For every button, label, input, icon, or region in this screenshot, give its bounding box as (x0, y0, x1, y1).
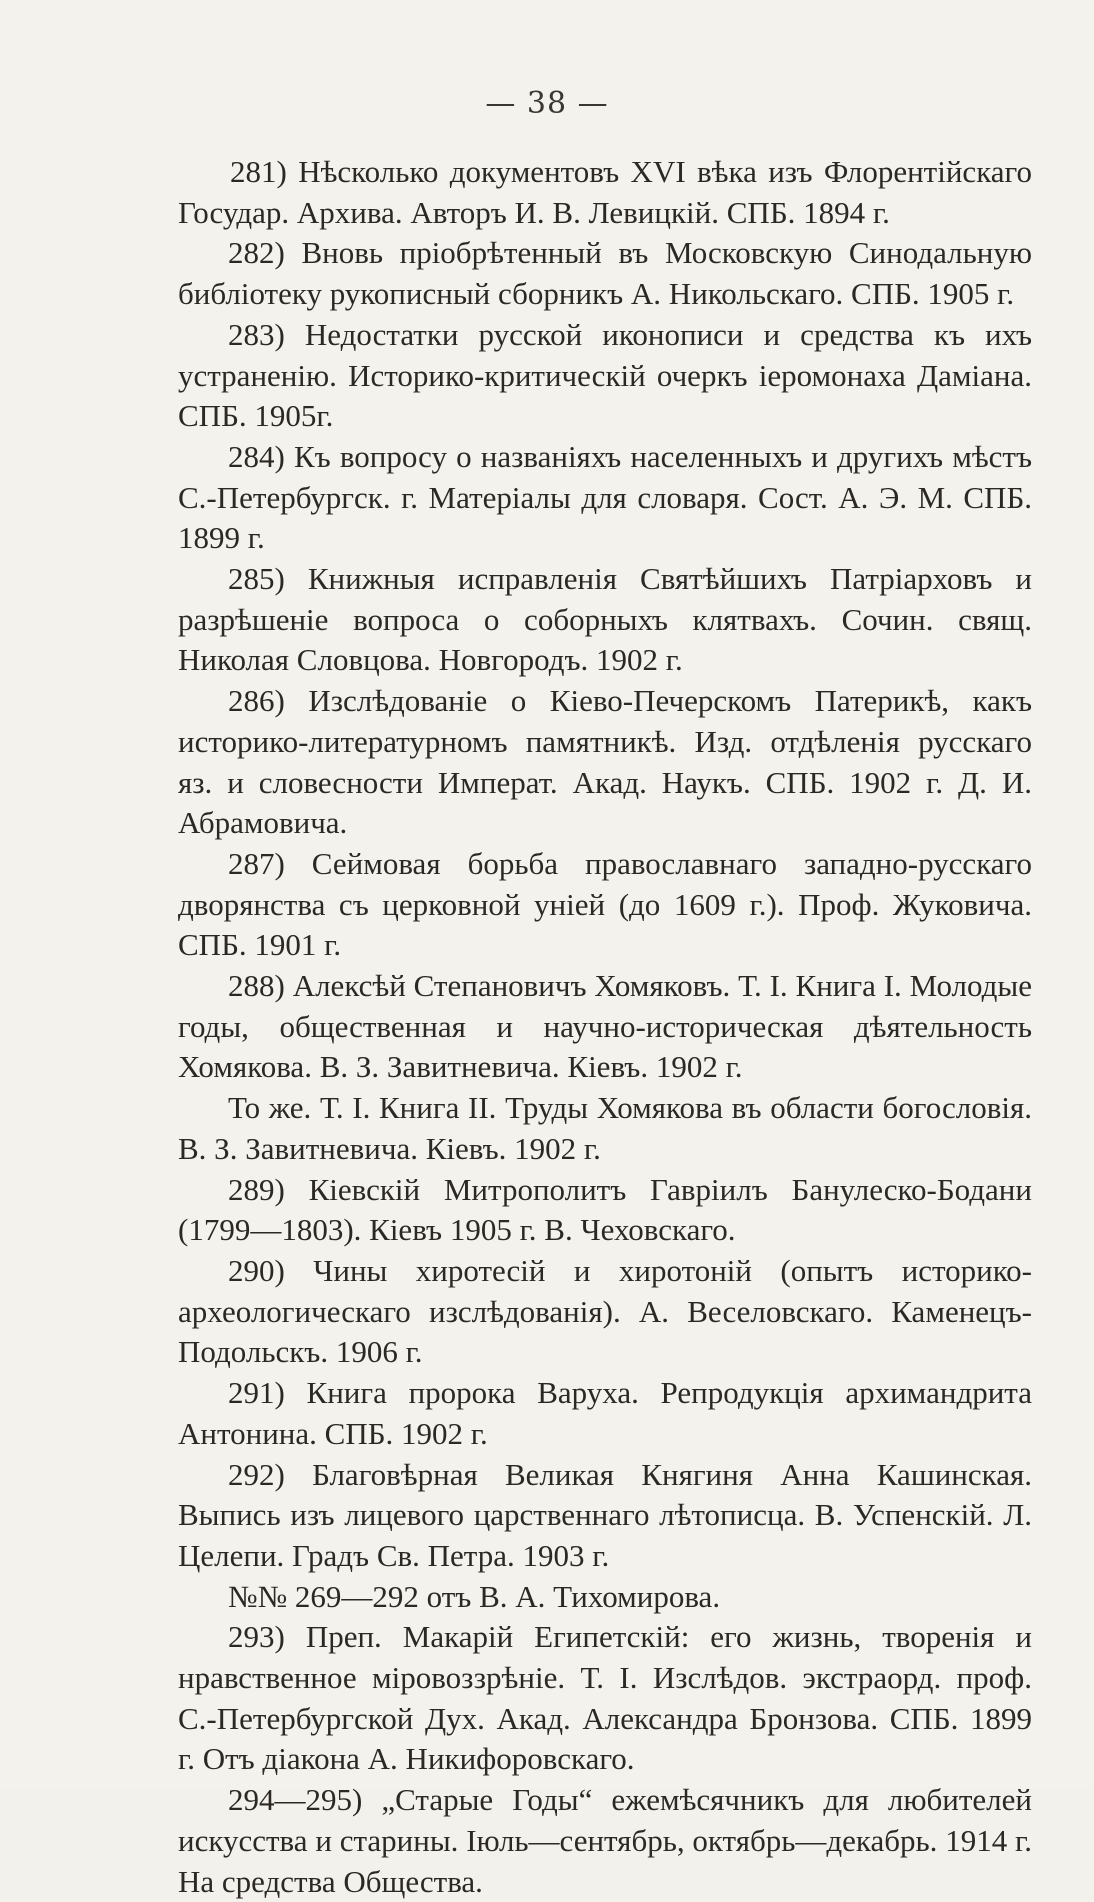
entry-283: 283) Недостатки русской иконописи и средства къ ихъ устраненію. Историко-критическій очеркъ іеромонаха Даміана. СПБ. 1905г. (178, 316, 1032, 434)
entry-282: 282) Вновь пріобрѣтенный въ Московскую Синодальную библіотеку рукописный сборникъ А. Никольскаго. СПБ. 1905 г. (178, 235, 1032, 312)
entry-290: 290) Чины хиротесій и хиротоній (опытъ историко-археологическаго изслѣдованія). А. Веселовскаго. Каменецъ-Подольскъ. 1906 г. (178, 1252, 1032, 1370)
entry-292: 292) Благовѣрная Великая Княгиня Анна Кашинская. Выпись изъ лицевого царственнаго лѣтописца. В. Успенскій. Л. Целепи. Градъ Св. Петра. 1903 г. (178, 1456, 1032, 1573)
catalogue-text (178, 152, 1032, 1902)
entry-284: 284) Къ вопросу о названіяхъ населенныхъ и другихъ мѣстъ С.-Петербургск. г. Матеріалы для словаря. Сост. А. Э. М. СПБ. 1899 г. (178, 438, 1032, 556)
entry-285: 285) Книжныя исправленія Святѣйшихъ Патріарховъ и разрѣшеніе вопроса о соборныхъ клятвахъ. Сочин. свящ. Николая Словцова. Новгородъ. 1902 г. (178, 561, 1032, 678)
entry-289: 289) Кіевскій Митрополитъ Гавріилъ Банулеско-Бодани (1799—1803). Кіевъ 1905 г. В. Чеховскаго. (178, 1171, 1032, 1248)
entry-288: 288) Алексѣй Степановичъ Хомяковъ. Т. I. Книга I. Молодые годы, общественная и научно-историческая дѣятельность Хомякова. В. З. Завитневича. Кіевъ. 1902 г. (178, 968, 1032, 1085)
entry-293: 293) Преп. Макарій Египетскій: его жизнь, творенія и нравственное міровоззрѣніе. Т. I. Изслѣдов. экстраорд. проф. С.-Петербургской Дух. Акад. Александра Бронзова. СПБ. 1899 г. Отъ діакона А. Никифоровскаго. (178, 1619, 1032, 1777)
page-number: — 38 — (485, 86, 609, 121)
donor-note: №№ 269—292 отъ В. А. Тихомирова. (228, 1578, 721, 1614)
entry-287: 287) Сеймовая борьба православнаго западно-русскаго дворянства съ церковной уніей (до 1609 г.). Проф. Жуковича. СПБ. 1901 г. (178, 845, 1032, 963)
entry-294-295: 294—295) „Старые Годы“ ежемѣсячникъ для любителей искусства и старины. Іюль—сентябрь, октябрь—декабрь. 1914 г. На средства Общества. (178, 1782, 1032, 1899)
entry-288-continuation: То же. Т. I. Книга II. Труды Хомякова въ области богословія. В. З. Завитневича. Кіевъ. 1902 г. (178, 1090, 1032, 1166)
entry-291: 291) Книга пророка Варуха. Репродукція архимандрита Антонина. СПБ. 1902 г. (178, 1375, 1032, 1451)
entry-286: 286) Изслѣдованіе о Кіево-Печерскомъ Патерикѣ, какъ историко-литературномъ памятникѣ. Изд. отдѣленія русскаго яз. и словесности Императ. Акад. Наукъ. СПБ. 1902 г. Д. И. Абрамовича. (178, 683, 1032, 841)
entry-281: 281) Нѣсколько документовъ XVI вѣка изъ Флорентійскаго Государ. Архива. Авторъ И. В. Левицкій. СПБ. 1894 г. (178, 154, 1032, 230)
